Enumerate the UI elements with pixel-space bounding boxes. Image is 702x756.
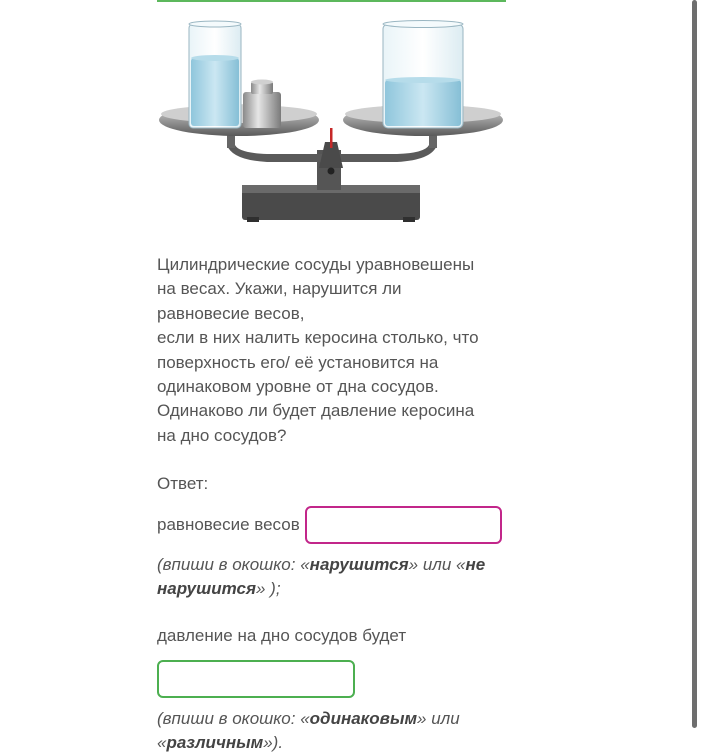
question-line-3: Одинаково ли будет давление керосина на дно сосудов? (157, 401, 475, 445)
hint-option: не нарушится (157, 555, 486, 599)
question-text (157, 253, 487, 448)
scale-needle (330, 128, 333, 148)
top-divider (157, 0, 506, 2)
hint-text: » или « (157, 709, 460, 753)
pressure-field-label: давление на дно сосудов будет (157, 626, 407, 645)
hint-text: » или « (408, 555, 466, 574)
hint-text: (впиши в окошко: « (157, 709, 310, 728)
hint-option: различным (166, 733, 264, 753)
hint-text: » ); (255, 579, 281, 599)
weight (243, 92, 281, 128)
pressure-hint (157, 707, 487, 756)
balance-hint (157, 553, 487, 602)
balance-answer-row (157, 506, 502, 544)
pressure-answer-input[interactable] (157, 660, 355, 698)
question-line-2: если в них налить керосина столько, что поверхность его/ её установится на одинаковом уровне от дна сосудов. (157, 328, 479, 397)
vertical-scrollbar[interactable] (692, 0, 697, 728)
balance-field-label: равновесие весов (157, 515, 300, 534)
balance-answer-input[interactable] (305, 506, 502, 544)
hint-text: (впиши в окошко: « (157, 555, 310, 574)
balance-scale-illustration (157, 10, 507, 230)
hint-text: »). (263, 733, 284, 753)
hint-option: одинаковым (309, 709, 418, 728)
answer-label: Ответ: (157, 474, 209, 493)
hint-option: нарушится (309, 555, 409, 574)
question-line-1: Цилиндрические сосуды уравновешены на весах. Укажи, нарушится ли равновесие весов, (157, 255, 475, 323)
